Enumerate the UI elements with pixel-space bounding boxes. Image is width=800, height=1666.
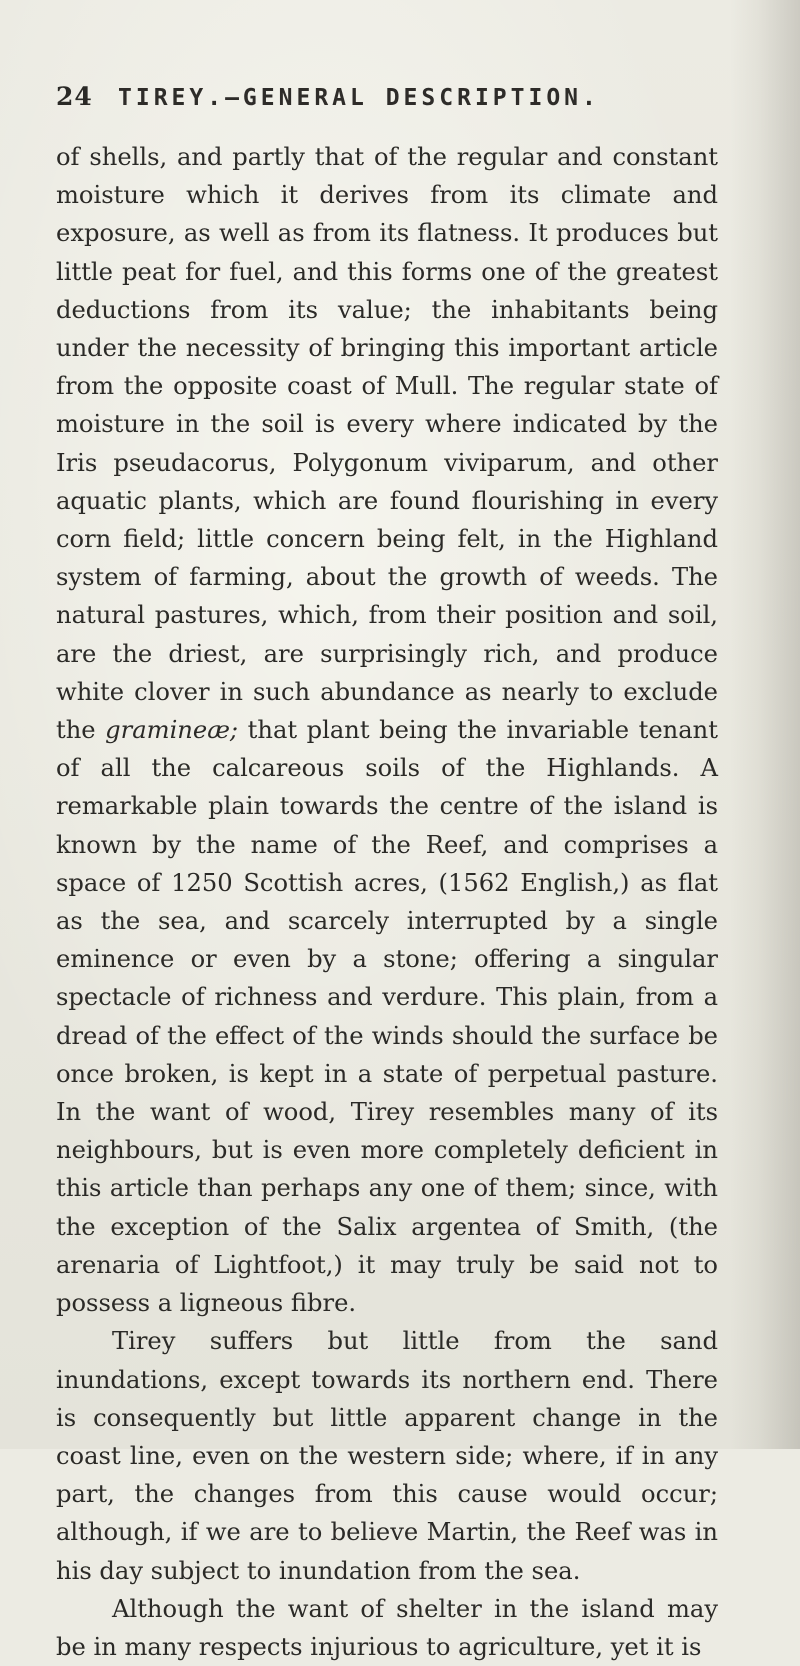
- page-number: 24: [56, 82, 93, 111]
- paragraph-1: [56, 138, 718, 1322]
- paragraph-2: [56, 1322, 718, 1589]
- paragraph-1-text-b: that plant being the invariable tenant of all the calcareous soils of the Highlands. A remarkable plain towards the centre of the island is known by the name of the Reef, and comprises a space of 1250 Scottish acres, (1562 English,) as flat as the sea, and scarcely interrupted by a single eminence or even by a stone; offering a singular spectacle of richness and verdure. This plain, from a dread of the effect of the winds should the surface be once broken, is kept in a state of perpetual pasture. In the want of wood, Tirey resembles many of its neighbours, but is even more completely deficient in this article than perhaps any one of them; since, with the exception of the Salix argentea of Smith, (the arenaria of Lightfoot,) it may truly be said not to possess a ligneous fibre.: [56, 716, 718, 1318]
- running-head: TIREY.—GENERAL DESCRIPTION.: [118, 85, 600, 111]
- body-text: [56, 138, 718, 1666]
- page-header: [56, 82, 716, 122]
- paragraph-3-text: Although the want of shelter in the island may be in many respects injurious to agriculture, yet it is: [56, 1594, 718, 1661]
- paragraph-1-italic-term: gramineæ;: [105, 716, 239, 745]
- paragraph-1-text-a: of shells, and partly that of the regular and constant moisture which it derives from its climate and exposure, as well as from its flatness. It produces but little peat for fuel, and this forms one of the greatest deductions from its value; the inhabitants being under the necessity of bringing this important article from the opposite coast of Mull. The regular state of moisture in the soil is every where indicated by the Iris pseudacorus, Polygonum viviparum, and other aquatic plants, which are found flourishing in every corn field; little concern being felt, in the Highland system of farming, about the growth of weeds. The natural pastures, which, from their position and soil, are the driest, are surprisingly rich, and produce white clover in such abundance as nearly to exclude the: [56, 143, 718, 745]
- paragraph-3: [56, 1590, 718, 1666]
- page-edge-shadow: [730, 0, 800, 1449]
- paragraph-2-text: Tirey suffers but little from the sand inundations, except towards its northern end. There is consequently but little apparent change in the coast line, even on the western side; where, if in any part, the changes from this cause would occur; although, if we are to believe Martin, the Reef was in his day subject to inundation from the sea.: [56, 1327, 718, 1585]
